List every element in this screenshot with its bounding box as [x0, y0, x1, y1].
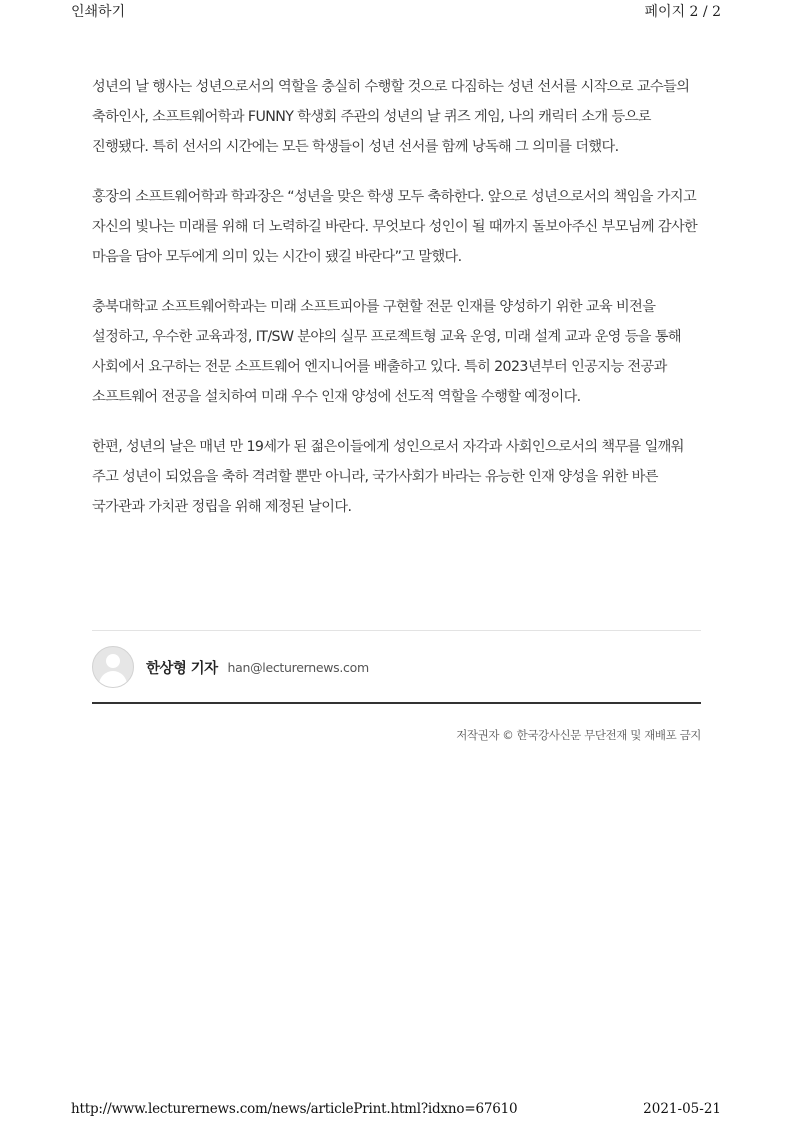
- article-body: [92, 72, 702, 542]
- print-date: 2021-05-21: [643, 1101, 721, 1117]
- page-indicator: 페이지 2 / 2: [644, 4, 721, 20]
- reporter-email[interactable]: han@lecturernews.com: [227, 659, 369, 675]
- copyright-notice: 저작권자 © 한국강사신문 무단전재 및 재배포 금지: [456, 728, 701, 742]
- user-avatar-icon: [92, 646, 134, 688]
- page-url: http://www.lecturernews.com/news/articlePrint.html?idxno=67610: [71, 1101, 518, 1117]
- byline-divider-bottom: [92, 702, 701, 704]
- byline-divider-top: [92, 630, 701, 631]
- article-paragraph: 한편, 성년의 날은 매년 만 19세가 된 젊은이들에게 성인으로서 자각과 사회인으로서의 책무를 일깨워 주고 성년이 되었음을 축하 격려할 뿐만 아니라, 국가사회가 바라는 유능한 인재 양성을 위한 바른 국가관과 가치관 정립을 위해 제정된 날이다.: [92, 439, 684, 515]
- article-paragraph: 홍장의 소프트웨어학과 학과장은 “성년을 맞은 학생 모두 축하한다. 앞으로 성년으로서의 책임을 가지고 자신의 빛나는 미래를 위해 더 노력하길 바란다. 무엇보다 성인이 될 때까지 돌보아주신 부모님께 감사한 마음을 담아 모두에게 의미 있는 시간이 됐길 바란다”고 말했다.: [92, 189, 698, 265]
- reporter-name: 한상형 기자: [146, 660, 218, 677]
- article-paragraph: 성년의 날 행사는 성년으로서의 역할을 충실히 수행할 것으로 다짐하는 성년 선서를 시작으로 교수들의 축하인사, 소프트웨어학과 FUNNY 학생회 주관의 성년의 날 퀴즈 게임, 나의 캐릭터 소개 등으로 진행됐다. 특히 선서의 시간에는 모든 학생들이 성년 선서를 함께 낭독해 그 의미를 더했다.: [92, 79, 690, 155]
- print-header: [0, 0, 793, 20]
- byline: [92, 646, 701, 688]
- print-title: 인쇄하기: [71, 4, 126, 20]
- print-footer: [0, 1101, 793, 1121]
- article-paragraph: 충북대학교 소프트웨어학과는 미래 소프트피아를 구현할 전문 인재를 양성하기 위한 교육 비전을 설정하고, 우수한 교육과정, IT/SW 분야의 실무 프로젝트형 교육 운영, 미래 설계 교과 운영 등을 통해 사회에서 요구하는 전문 소프트웨어 엔지니어를 배출하고 있다. 특히 2023년부터 인공지능 전공과 소프트웨어 전공을 설치하여 미래 우수 인재 양성에 선도적 역할을 수행할 예정이다.: [92, 299, 682, 405]
